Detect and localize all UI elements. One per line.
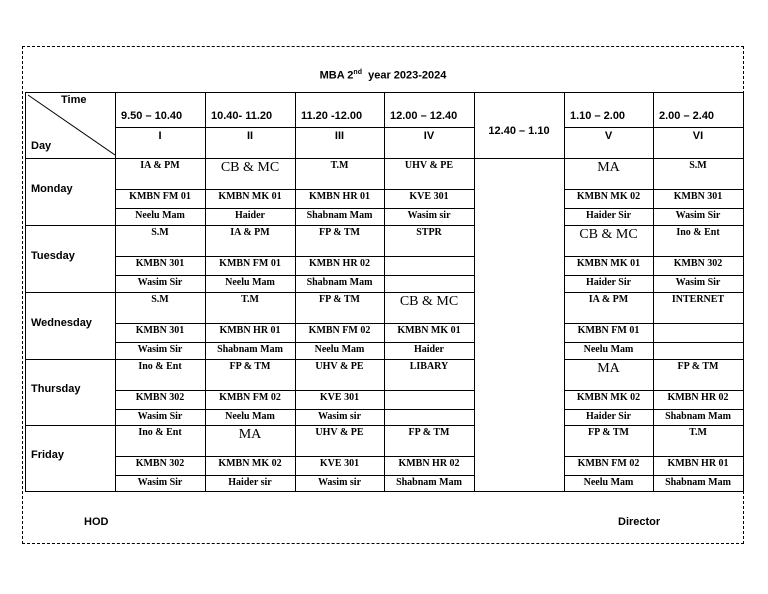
slot-number-0: I [158, 130, 162, 142]
corner-time-label: Time [61, 94, 87, 106]
teacher-3-0: Wasim Sir [137, 411, 183, 422]
subject-0-2: T.M [330, 160, 349, 171]
director-signature-label: Director [618, 516, 661, 528]
slot-time-0: 9.50 – 10.40 [121, 110, 183, 122]
teacher-4-5: Shabnam Mam [665, 477, 731, 488]
column-border-8 [743, 92, 744, 491]
slot-time-1: 10.40- 11.20 [211, 110, 273, 122]
row-bottom-3-0 [115, 425, 474, 426]
slot-number-6: VI [692, 130, 704, 142]
subject-3-3: LIBARY [409, 361, 449, 372]
subject-3-5: FP & TM [677, 361, 719, 372]
subject-3-1: FP & TM [229, 361, 271, 372]
day-row-border-4 [25, 491, 115, 492]
subject-4-1: MA [238, 427, 262, 442]
course-code-0-3: KVE 301 [409, 191, 449, 202]
course-code-0-1: KMBN MK 01 [218, 191, 282, 202]
teacher-line-1-0 [115, 275, 474, 276]
teacher-2-4: Neelu Mam [583, 344, 634, 355]
subject-0-5: S.M [689, 160, 707, 171]
course-code-2-1: KMBN HR 01 [219, 325, 281, 336]
course-code-2-2: KMBN FM 02 [308, 325, 371, 336]
slot-number-3: IV [423, 130, 435, 142]
teacher-0-5: Wasim Sir [675, 210, 721, 221]
day-label-wednesday: Wednesday [31, 316, 92, 329]
teacher-line-2-0 [115, 342, 474, 343]
teacher-3-4: Haider Sir [585, 411, 632, 422]
teacher-line-1-1 [564, 275, 743, 276]
subject-0-1: CB & MC [220, 160, 280, 175]
column-border-5 [474, 92, 475, 491]
subject-1-3: STPR [416, 227, 442, 238]
teacher-line-4-0 [115, 475, 474, 476]
teacher-4-4: Neelu Mam [583, 477, 634, 488]
slot-time-6: 2.00 – 2.40 [659, 110, 715, 122]
hod-signature-label: HOD [84, 516, 109, 528]
subject-0-0: IA & PM [140, 160, 180, 171]
subject-4-0: Ino & Ent [138, 427, 182, 438]
teacher-4-1: Haider sir [228, 477, 272, 488]
slot-time-5: 1.10 – 2.00 [570, 110, 626, 122]
slot-time-2: 11.20 -12.00 [301, 110, 363, 122]
subject-3-0: Ino & Ent [138, 361, 182, 372]
course-code-4-4: KMBN FM 02 [577, 458, 640, 469]
teacher-0-4: Haider Sir [585, 210, 632, 221]
title-superscript: nd [353, 69, 362, 76]
course-code-4-1: KMBN MK 02 [218, 458, 282, 469]
teacher-line-0-0 [115, 208, 474, 209]
row-bottom-1-1 [564, 292, 743, 293]
code-line-4-1 [564, 456, 743, 457]
subject-1-0: S.M [151, 227, 169, 238]
row-bottom-0-0 [115, 225, 474, 226]
course-code-1-5: KMBN 302 [673, 258, 723, 269]
course-code-1-2: KMBN HR 02 [308, 258, 371, 269]
course-code-0-2: KMBN HR 01 [308, 191, 371, 202]
slot-time-3: 12.00 – 12.40 [390, 110, 458, 122]
subject-1-5: Ino & Ent [676, 227, 720, 238]
code-line-3-1 [564, 390, 743, 391]
course-code-0-4: KMBN MK 02 [576, 191, 641, 202]
subject-3-2: UHV & PE [315, 361, 364, 372]
course-code-4-2: KVE 301 [319, 458, 360, 469]
row-bottom-4-1 [564, 491, 743, 492]
teacher-0-3: Wasim sir [407, 210, 451, 221]
course-code-4-0: KMBN 302 [135, 458, 185, 469]
code-line-3-0 [115, 390, 474, 391]
teacher-2-3: Haider [414, 344, 444, 355]
teacher-2-1: Shabnam Mam [217, 344, 283, 355]
course-code-4-5: KMBN HR 01 [667, 458, 729, 469]
day-row-border-3 [25, 425, 115, 426]
subject-4-3: FP & TM [408, 427, 450, 438]
course-code-2-3: KMBN MK 01 [397, 325, 461, 336]
teacher-line-4-1 [564, 475, 743, 476]
teacher-0-1: Haider [235, 210, 265, 221]
row-bottom-4-0 [115, 491, 474, 492]
teacher-0-2: Shabnam Mam [306, 210, 373, 221]
subject-4-4: FP & TM [588, 427, 629, 438]
teacher-1-2: Shabnam Mam [306, 277, 373, 288]
slot-number-5: V [604, 130, 613, 142]
slot-number-1: II [246, 130, 254, 142]
row-bottom-1-0 [115, 292, 474, 293]
course-code-1-1: KMBN FM 01 [219, 258, 281, 269]
teacher-3-5: Shabnam Mam [665, 411, 731, 422]
course-code-1-0: KMBN 301 [135, 258, 185, 269]
teacher-3-2: Wasim sir [317, 411, 362, 422]
day-label-monday: Monday [31, 182, 73, 195]
course-code-3-5: KMBN HR 02 [667, 392, 729, 403]
code-line-1-1 [564, 256, 743, 257]
course-code-2-0: KMBN 301 [135, 325, 185, 336]
day-row-border-2 [25, 359, 115, 360]
teacher-4-0: Wasim Sir [137, 477, 183, 488]
subject-1-4: CB & MC [579, 227, 638, 242]
day-label-thursday: Thursday [31, 383, 81, 395]
teacher-line-3-0 [115, 409, 474, 410]
subject-1-2: FP & TM [319, 227, 360, 238]
teacher-1-5: Wasim Sir [675, 277, 721, 288]
teacher-1-0: Wasim Sir [137, 277, 183, 288]
subject-2-0: S.M [151, 294, 169, 305]
course-code-0-5: KMBN 301 [673, 191, 723, 202]
break-time-label: 12.40 – 1.10 [488, 125, 550, 137]
course-code-1-4: KMBN MK 01 [576, 258, 641, 269]
teacher-line-0-1 [564, 208, 743, 209]
course-code-0-0: KMBN FM 01 [129, 191, 191, 202]
title-year: year 2023-2024 [368, 69, 447, 82]
course-code-2-4: KMBN FM 01 [577, 325, 640, 336]
row-bottom-0-1 [564, 225, 743, 226]
day-label-friday: Friday [31, 449, 65, 461]
teacher-line-2-1 [564, 342, 743, 343]
subject-2-3: CB & MC [399, 294, 459, 309]
subject-0-4: MA [597, 160, 620, 175]
teacher-3-1: Neelu Mam [225, 411, 275, 422]
timetable-grid [25, 92, 743, 491]
teacher-2-0: Wasim Sir [137, 344, 183, 355]
code-line-4-0 [115, 456, 474, 457]
subject-2-1: T.M [241, 294, 259, 305]
teacher-0-0: Neelu Mam [135, 210, 185, 221]
page-title [23, 69, 743, 82]
teacher-4-3: Shabnam Mam [396, 477, 462, 488]
row-bottom-2-1 [564, 359, 743, 360]
slot-number-2: III [334, 130, 345, 142]
day-row-border-1 [25, 292, 115, 293]
subject-0-3: UHV & PE [404, 160, 454, 171]
teacher-2-2: Neelu Mam [314, 344, 365, 355]
title-prefix: MBA 2 [319, 69, 354, 82]
subject-1-1: IA & PM [230, 227, 270, 238]
subject-4-5: T.M [689, 427, 707, 438]
course-code-3-1: KMBN FM 02 [219, 392, 281, 403]
code-line-1-0 [115, 256, 474, 257]
day-row-border-0 [25, 225, 115, 226]
subject-3-4: MA [597, 361, 620, 376]
row-bottom-3-1 [564, 425, 743, 426]
subject-4-2: UHV & PE [315, 427, 364, 438]
course-code-3-4: KMBN MK 02 [576, 392, 641, 403]
course-code-4-3: KMBN HR 02 [398, 458, 460, 469]
course-code-3-2: KVE 301 [319, 392, 360, 403]
subject-2-4: IA & PM [588, 294, 629, 305]
teacher-4-2: Wasim sir [317, 477, 362, 488]
row-bottom-2-0 [115, 359, 474, 360]
code-line-0-1 [564, 189, 743, 190]
subject-2-5: INTERNET [671, 294, 725, 305]
code-line-2-1 [564, 323, 743, 324]
day-label-tuesday: Tuesday [31, 249, 75, 262]
teacher-line-3-1 [564, 409, 743, 410]
teacher-1-1: Neelu Mam [225, 277, 275, 288]
code-line-2-0 [115, 323, 474, 324]
course-code-3-0: KMBN 302 [135, 392, 185, 403]
teacher-1-4: Haider Sir [585, 277, 632, 288]
subject-2-2: FP & TM [319, 294, 360, 305]
corner-day-label: Day [31, 140, 52, 152]
code-line-0-0 [115, 189, 474, 190]
